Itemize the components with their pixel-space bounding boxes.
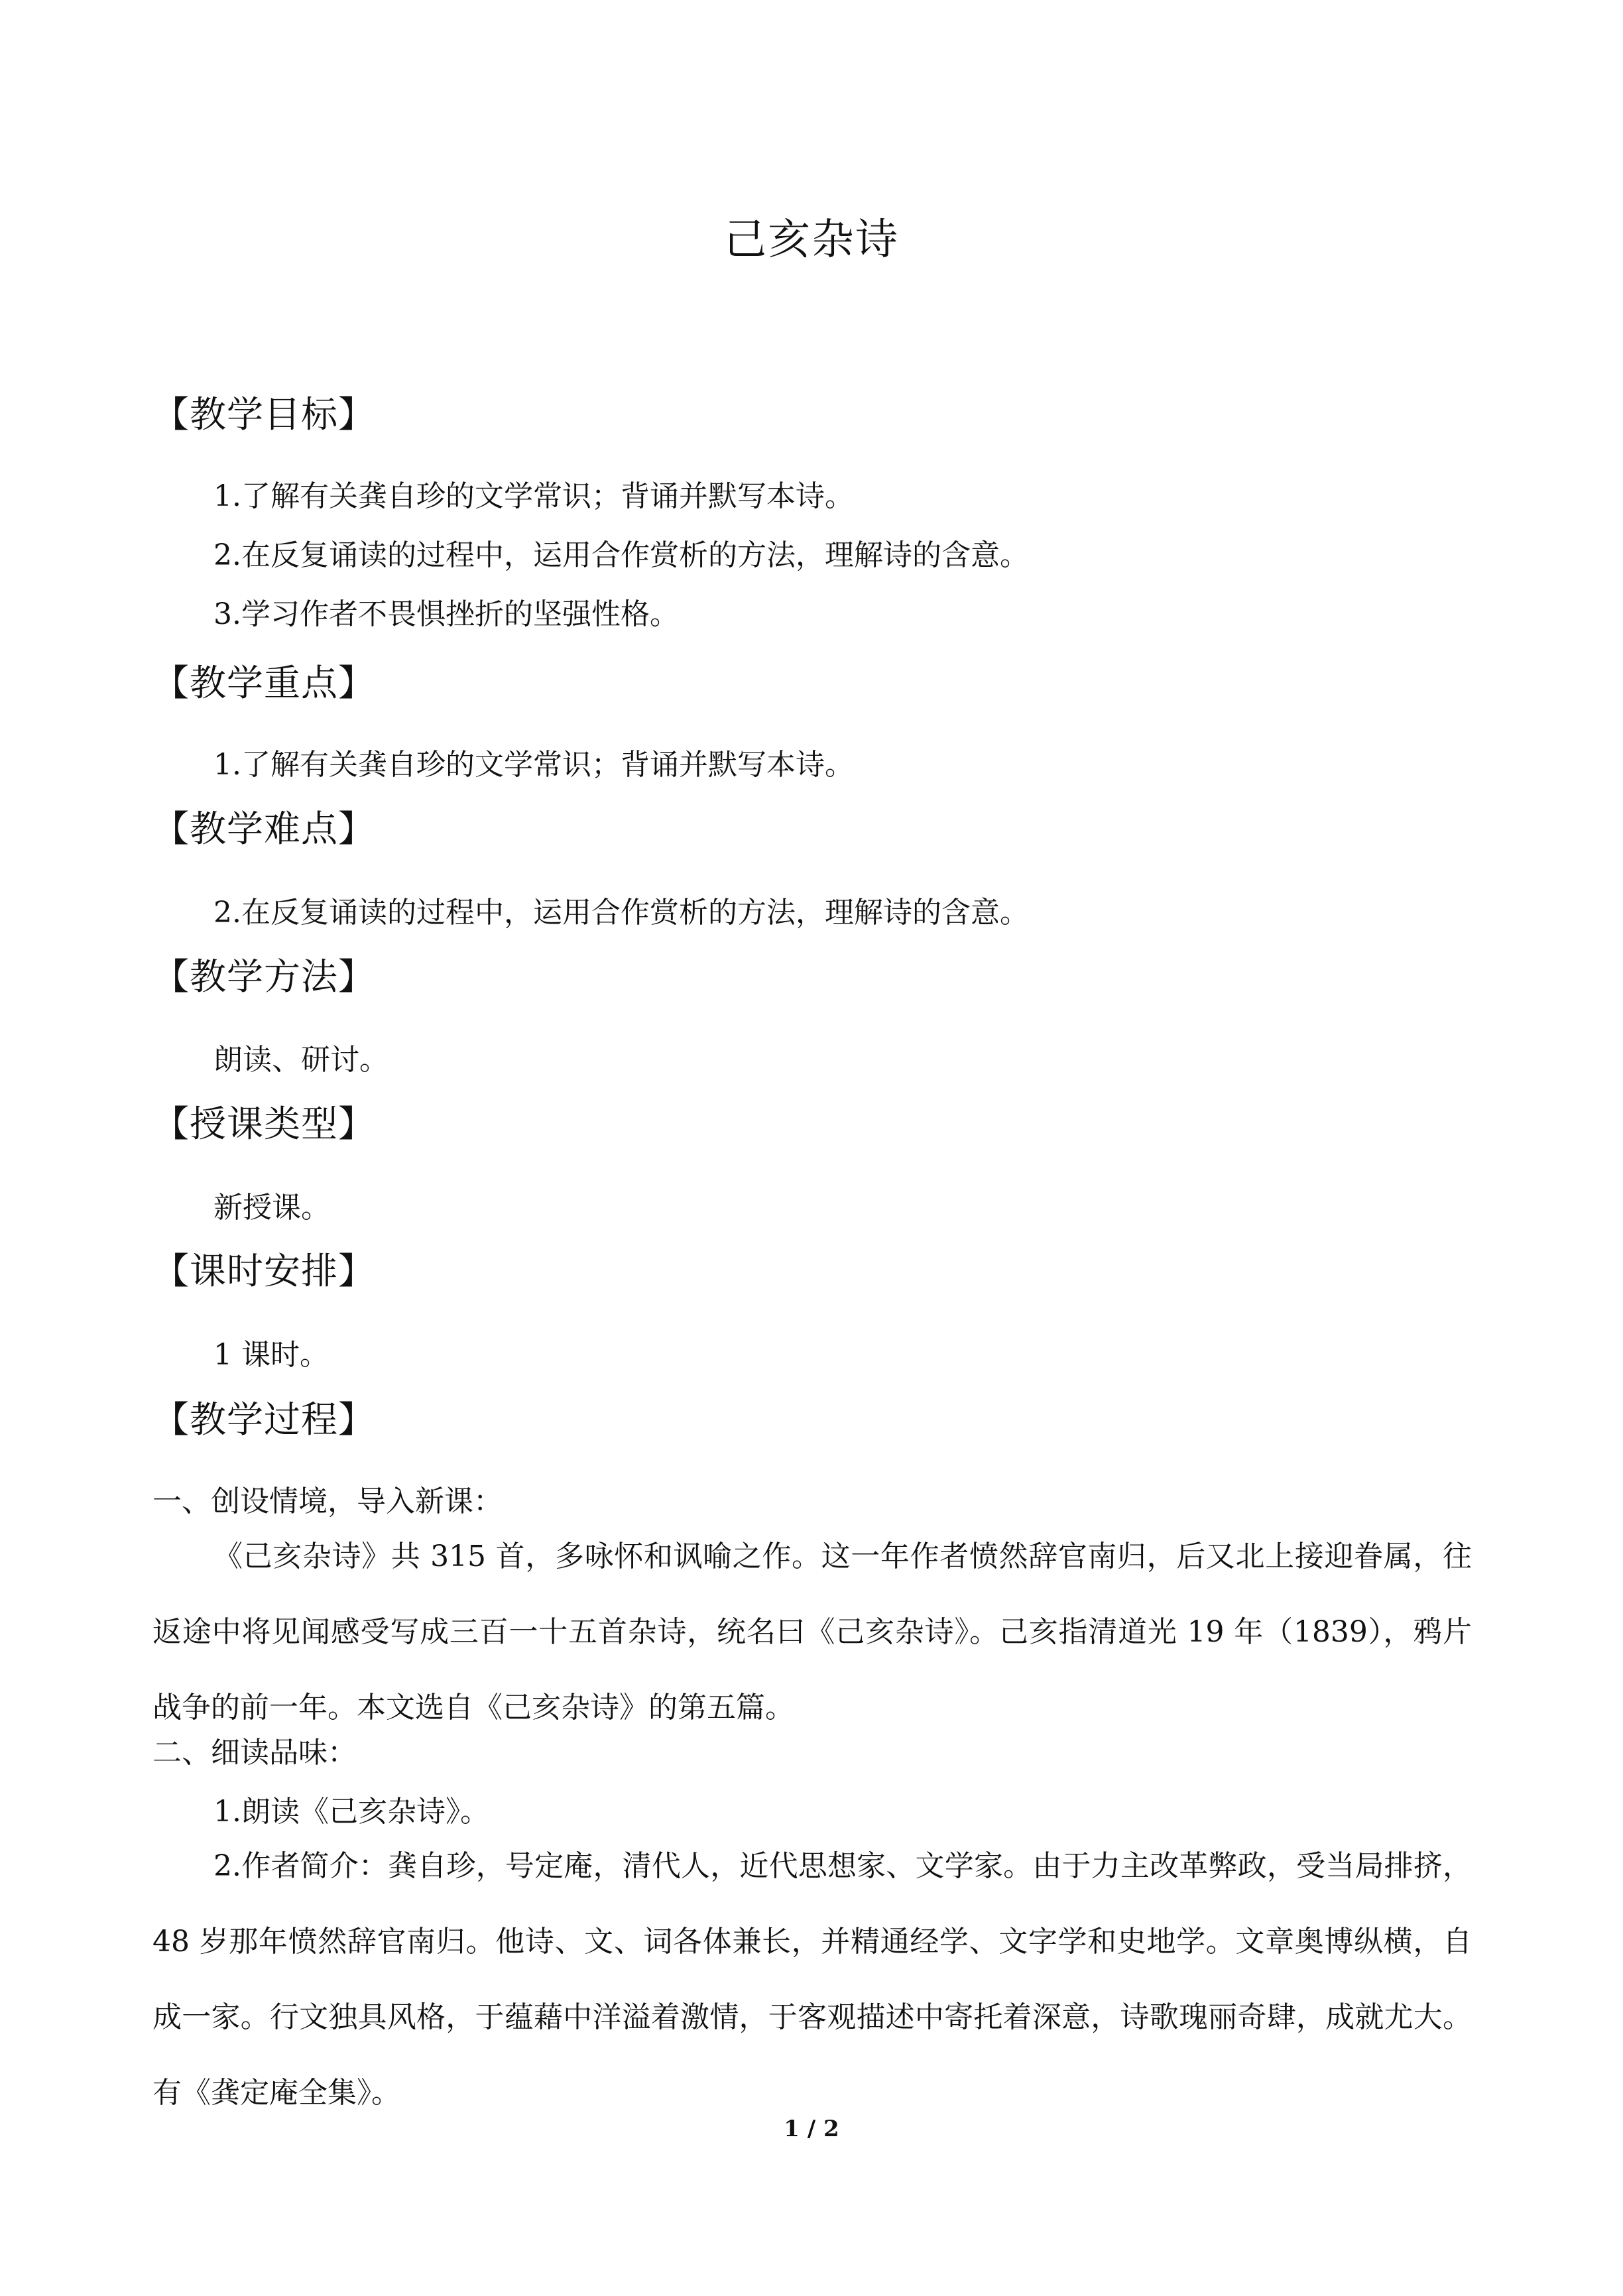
goal-item-2: 2.在反复诵读的过程中，运用合作赏析的方法，理解诗的含意。 xyxy=(213,538,1029,572)
key-point-item-1: 1.了解有关龚自珍的文学常识；背诵并默写本诗。 xyxy=(213,748,854,782)
methods-text: 朗读、研讨。 xyxy=(213,1043,389,1077)
goal-item-1: 1.了解有关龚自珍的文学常识；背诵并默写本诗。 xyxy=(213,479,854,513)
document-title: 己亥杂诗 xyxy=(724,215,899,265)
goal-item-3: 3.学习作者不畏惧挫折的坚强性格。 xyxy=(213,597,679,631)
process-part1-title: 一、创设情境，导入新课： xyxy=(152,1484,503,1518)
lesson-type-text: 新授课。 xyxy=(213,1191,330,1225)
heading-schedule: 【课时安排】 xyxy=(152,1250,376,1292)
heading-difficult-points: 【教学难点】 xyxy=(152,808,376,850)
process-part1-paragraph: 《己亥杂诗》共 315 首，多咏怀和讽喻之作。这一年作者愤然辞官南归，后又北上接迎眷属，往返途中将见闻感受写成三百一十五首杂诗，统名曰《己亥杂诗》。己亥指清道光 19 年（1839），鸦片战争的前一年。本文选自《己亥杂诗》的第五篇。 xyxy=(152,1540,1472,1724)
heading-lesson-type: 【授课类型】 xyxy=(152,1103,376,1145)
heading-process: 【教学过程】 xyxy=(152,1398,376,1441)
process-part2-item-1: 1.朗读《己亥杂诗》。 xyxy=(213,1795,489,1829)
heading-teaching-goals: 【教学目标】 xyxy=(152,393,376,436)
heading-key-points: 【教学重点】 xyxy=(152,662,376,704)
difficult-point-item-1: 2.在反复诵读的过程中，运用合作赏析的方法，理解诗的含意。 xyxy=(213,896,1029,930)
page-number: 1 / 2 xyxy=(784,2116,839,2142)
process-part2-item-2: 2.作者简介：龚自珍，号定庵，清代人，近代思想家、文学家。由于力主改革弊政，受当局排挤，48 岁那年愤然辞官南归。他诗、文、词各体兼长，并精通经学、文字学和史地学。文章奥博纵横，自成一家。行文独具风格，于蕴藉中洋溢着激情，于客观描述中寄托着深意，诗歌瑰丽奇肆，成就尤大。有《龚定庵全集》。 xyxy=(152,1849,1472,2110)
heading-methods: 【教学方法】 xyxy=(152,955,376,998)
process-part2-title: 二、细读品味： xyxy=(152,1736,357,1770)
schedule-text: 1 课时。 xyxy=(213,1338,329,1372)
